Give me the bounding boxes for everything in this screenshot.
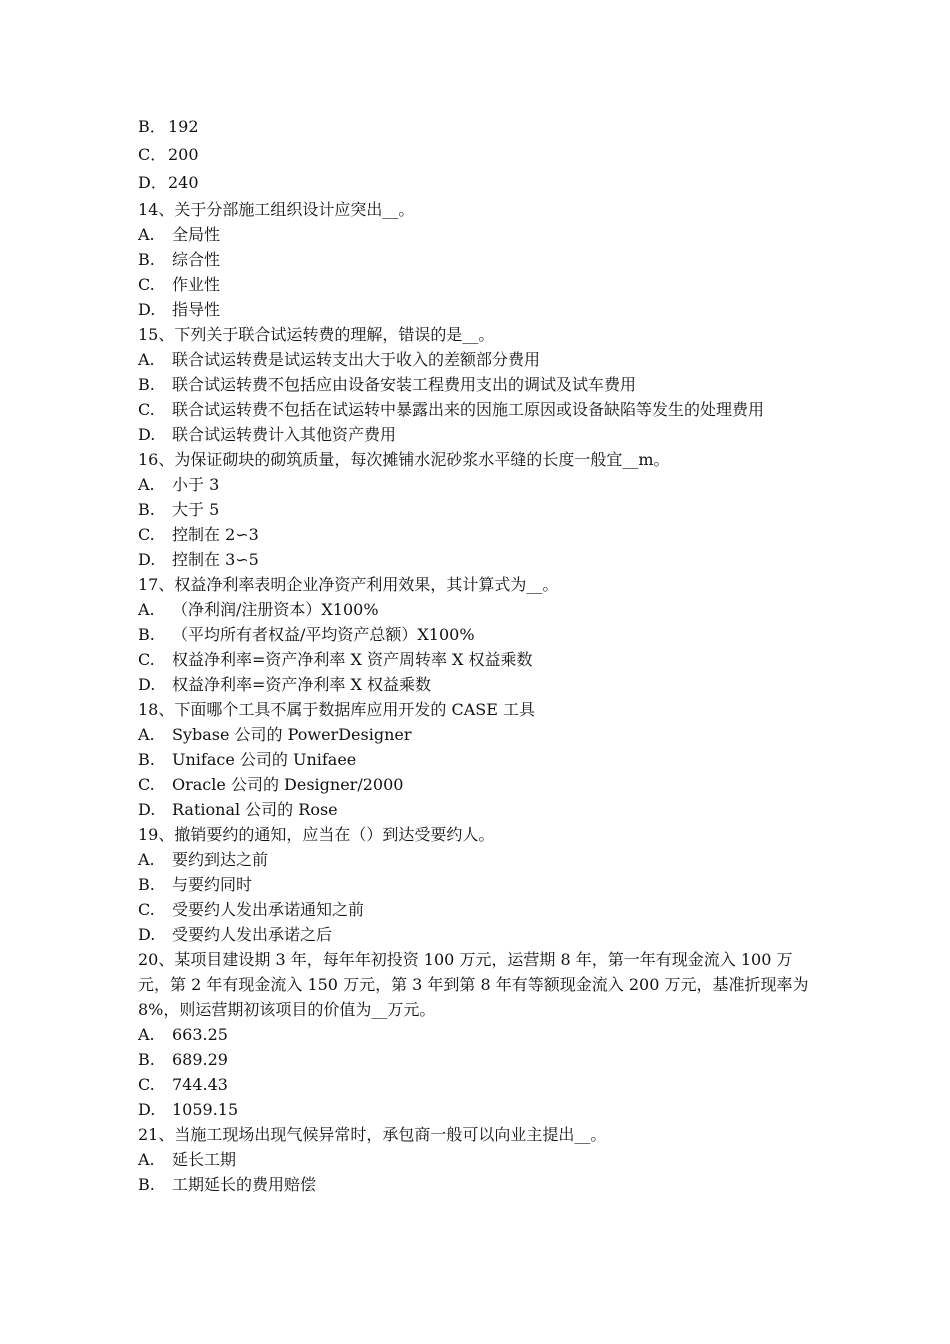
lead-options <box>138 113 818 197</box>
option: B. 工期延长的费用赔偿 <box>138 1175 317 1194</box>
document-page <box>138 113 818 1197</box>
option: A. 小于 3 <box>138 475 220 494</box>
question-stem: 19、撤销要约的通知，应当在（）到达受要约人。 <box>138 825 495 844</box>
option: D．240 <box>138 173 199 192</box>
option: B. 大于 5 <box>138 500 220 519</box>
option: D. 控制在 3∽5 <box>138 550 259 569</box>
option: D. 联合试运转费计入其他资产费用 <box>138 425 397 444</box>
option: C. 受要约人发出承诺通知之前 <box>138 900 365 919</box>
option: A. 延长工期 <box>138 1150 237 1169</box>
option: A. （净利润/注册资本）X100% <box>138 600 379 619</box>
option: B. （平均所有者权益/平均资产总额）X100% <box>138 625 475 644</box>
option: B. 综合性 <box>138 250 221 269</box>
question-stem: 15、下列关于联合试运转费的理解，错误的是__。 <box>138 325 495 344</box>
question-stem: 14、关于分部施工组织设计应突出__。 <box>138 200 415 219</box>
option: B. 与要约同时 <box>138 875 253 894</box>
question-stem: 16、为保证砌块的砌筑质量，每次摊铺水泥砂浆水平缝的长度一般宜__m。 <box>138 450 670 469</box>
option: C. 联合试运转费不包括在试运转中暴露出来的因施工原因或设备缺陷等发生的处理费用 <box>138 400 765 419</box>
option: A. 要约到达之前 <box>138 850 269 869</box>
option: C. 作业性 <box>138 275 221 294</box>
option: D. Rational 公司的 Rose <box>138 800 338 819</box>
option: D. 指导性 <box>138 300 221 319</box>
option: C. 权益净利率=资产净利率 X 资产周转率 X 权益乘数 <box>138 650 533 669</box>
option: D. 1059.15 <box>138 1100 239 1119</box>
question-stem: 18、下面哪个工具不属于数据库应用开发的 CASE 工具 <box>138 700 535 719</box>
option: B. 689.29 <box>138 1050 228 1069</box>
option: A. Sybase 公司的 PowerDesigner <box>138 725 412 744</box>
option: A. 全局性 <box>138 225 221 244</box>
option: B. Uniface 公司的 Unifaee <box>138 750 357 769</box>
option: C． 200 <box>138 145 199 164</box>
option: B. 联合试运转费不包括应由设备安装工程费用支出的调试及试车费用 <box>138 375 637 394</box>
option: D. 受要约人发出承诺之后 <box>138 925 333 944</box>
option: C. Oracle 公司的 Designer/2000 <box>138 775 404 794</box>
option: B． 192 <box>138 117 199 136</box>
option: D. 权益净利率=资产净利率 X 权益乘数 <box>138 675 431 694</box>
option: C. 控制在 2∽3 <box>138 525 259 544</box>
question-stem: 20、某项目建设期 3 年，每年年初投资 100 万元，运营期 8 年，第一年有现金流入 100 万元，第 2 年有现金流入 150 万元，第 3 年到第 8 年有等额现金流入 200 万元，基准折现率为 8%，则运营期初该项目的价值为__万元。 <box>138 950 809 1019</box>
option: A. 联合试运转费是试运转支出大于收入的差额部分费用 <box>138 350 541 369</box>
option: A. 663.25 <box>138 1025 228 1044</box>
option: C. 744.43 <box>138 1075 228 1094</box>
question-stem: 21、当施工现场出现气候异常时，承包商一般可以向业主提出__。 <box>138 1125 607 1144</box>
question-stem: 17、权益净利率表明企业净资产利用效果，其计算式为__。 <box>138 575 559 594</box>
